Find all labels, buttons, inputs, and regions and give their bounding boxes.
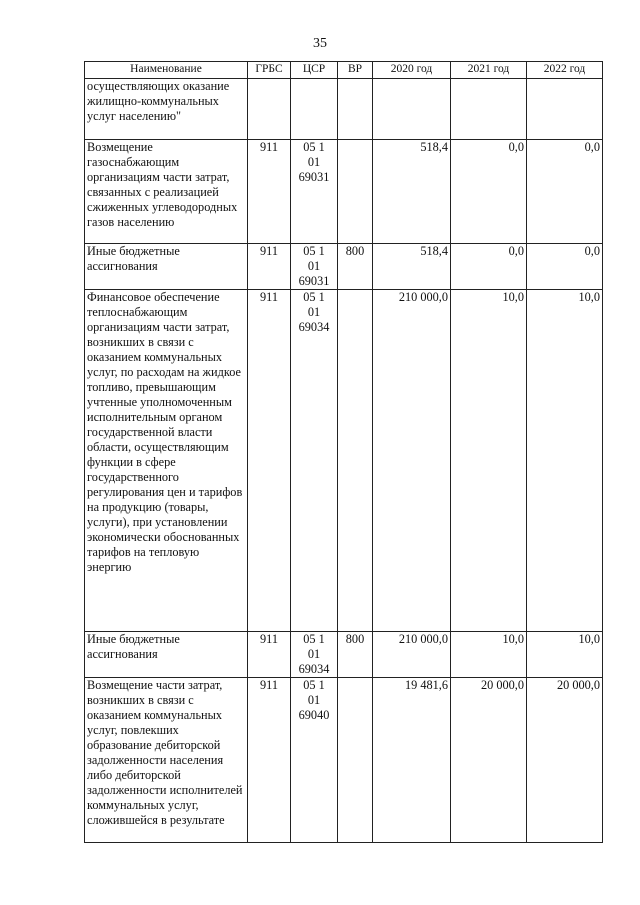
- row-value-2020: 210 000,0: [373, 632, 451, 678]
- csr-part: 01: [307, 155, 321, 169]
- row-csr: [291, 140, 338, 244]
- row-value-2022: [527, 79, 603, 140]
- table-row: [85, 290, 603, 632]
- row-value-2020: 19 481,6: [373, 678, 451, 843]
- csr-part: 69031: [298, 170, 330, 184]
- row-value-2021: [451, 79, 527, 140]
- row-value-2020: 518,4: [373, 244, 451, 290]
- row-grbs: 911: [248, 678, 291, 843]
- row-value-2022: 0,0: [527, 244, 603, 290]
- row-name: Иные бюджетные ассигнования: [85, 632, 248, 678]
- header-vr: ВР: [338, 62, 373, 79]
- row-value-2021: 20 000,0: [451, 678, 527, 843]
- row-value-2021: 0,0: [451, 244, 527, 290]
- csr-part: 05 1: [303, 244, 325, 258]
- csr-part: 69040: [298, 708, 330, 722]
- table-row: [85, 632, 603, 678]
- row-grbs: 911: [248, 290, 291, 632]
- row-vr: [338, 140, 373, 244]
- row-vr: [338, 290, 373, 632]
- row-vr: 800: [338, 244, 373, 290]
- row-value-2021: 10,0: [451, 632, 527, 678]
- csr-part: 05 1: [303, 290, 325, 304]
- row-name: Возмещение части затрат, возникших в связи с оказанием коммунальных услуг, повлекших образование дебиторской задолженности населения либо дебиторской задолженности исполнителей коммунальных услуг, сложившейся в результате: [85, 678, 248, 843]
- row-grbs: [248, 79, 291, 140]
- header-2021: 2021 год: [451, 62, 527, 79]
- header-2022: 2022 год: [527, 62, 603, 79]
- row-value-2022: 10,0: [527, 632, 603, 678]
- budget-table: [84, 61, 603, 843]
- table-row: [85, 140, 603, 244]
- header-row: [85, 62, 603, 79]
- row-csr: [291, 678, 338, 843]
- csr-part: 05 1: [303, 140, 325, 154]
- row-value-2020: 210 000,0: [373, 290, 451, 632]
- row-value-2020: [373, 79, 451, 140]
- header-grbs: ГРБС: [248, 62, 291, 79]
- csr-part: 01: [307, 693, 321, 707]
- csr-part: 69031: [298, 274, 330, 288]
- table-row: [85, 678, 603, 843]
- header-csr: ЦСР: [291, 62, 338, 79]
- row-name: Возмещение газоснабжающим организациям части затрат, связанных с реализацией сжиженных углеводородных газов населению: [85, 140, 248, 244]
- row-vr: [338, 79, 373, 140]
- row-name: Финансовое обеспечение теплоснабжающим организациям части затрат, возникших в связи с оказанием коммунальных услуг, по расходам на жидкое топливо, превышающим учтенные уполномоченным исполнительным органом государственной власти области, осуществляющим функции в сфере государственного регулирования цен и тарифов на продукцию (товары, услуги), при установлении экономически обоснованных тарифов на тепловую энергию: [85, 290, 248, 632]
- csr-part: 01: [307, 305, 321, 319]
- csr-part: 69034: [298, 320, 330, 334]
- row-name: осуществляющих оказание жилищно-коммунальных услуг населению": [85, 79, 248, 140]
- csr-part: 01: [307, 259, 321, 273]
- header-2020: 2020 год: [373, 62, 451, 79]
- row-value-2021: 0,0: [451, 140, 527, 244]
- csr-part: 05 1: [303, 678, 325, 692]
- row-grbs: 911: [248, 140, 291, 244]
- row-grbs: 911: [248, 632, 291, 678]
- row-grbs: 911: [248, 244, 291, 290]
- row-vr: 800: [338, 632, 373, 678]
- row-value-2022: 10,0: [527, 290, 603, 632]
- row-value-2020: 518,4: [373, 140, 451, 244]
- table-row: [85, 244, 603, 290]
- row-name: Иные бюджетные ассигнования: [85, 244, 248, 290]
- row-csr: [291, 79, 338, 140]
- row-value-2022: 0,0: [527, 140, 603, 244]
- csr-part: 05 1: [303, 632, 325, 646]
- csr-part: 01: [307, 647, 321, 661]
- row-value-2022: 20 000,0: [527, 678, 603, 843]
- row-vr: [338, 678, 373, 843]
- row-csr: [291, 632, 338, 678]
- row-csr: [291, 290, 338, 632]
- header-name: Наименование: [85, 62, 248, 79]
- row-csr: [291, 244, 338, 290]
- csr-part: 69034: [298, 662, 330, 676]
- page-number: 35: [313, 36, 327, 51]
- row-value-2021: 10,0: [451, 290, 527, 632]
- table-row: [85, 79, 603, 140]
